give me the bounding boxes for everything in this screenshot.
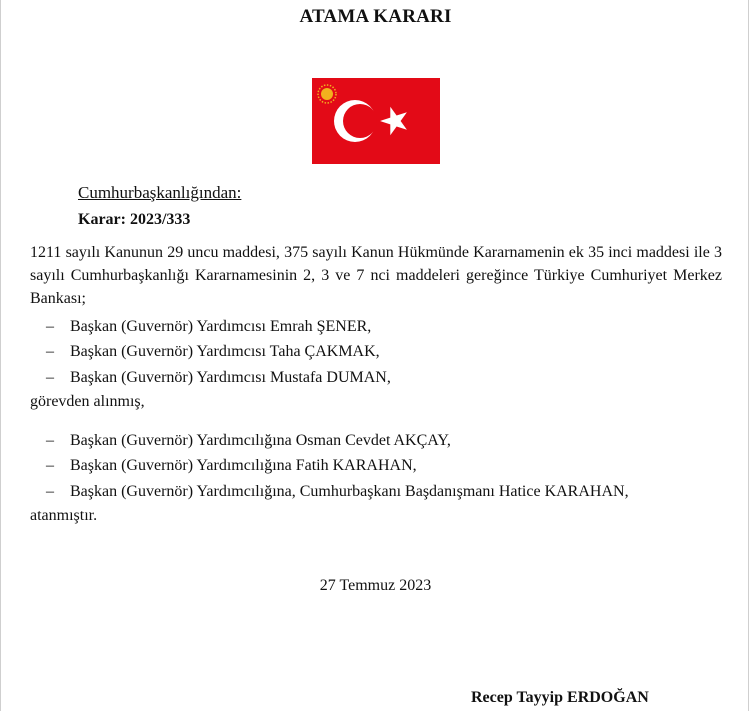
dismissed-closing: görevden alınmış, — [30, 393, 145, 410]
issuer-heading: Cumhurbaşkanlığından: — [78, 183, 242, 202]
bullet-dash: – — [46, 432, 54, 449]
bullet-dash: – — [46, 483, 54, 500]
appointed-closing: atanmıştır. — [30, 507, 98, 524]
decision-number: Karar: 2023/333 — [78, 211, 191, 228]
appointed-item — [46, 457, 417, 475]
signature-name: Recep Tayyip ERDOĞAN — [471, 689, 649, 706]
appointed-item-text: Başkan (Guvernör) Yardımcılığına Osman Cevdet AKÇAY, — [70, 432, 451, 449]
dismissed-item-text: Başkan (Guvernör) Yardımcısı Taha ÇAKMAK, — [70, 343, 380, 360]
presidential-flag-icon — [312, 78, 440, 164]
document-title: ATAMA KARARI — [299, 6, 452, 27]
dismissed-item-text: Başkan (Guvernör) Yardımcısı Mustafa DUMAN, — [70, 369, 391, 386]
dismissed-item — [46, 343, 380, 361]
bullet-dash: – — [46, 318, 54, 335]
bullet-dash: – — [46, 369, 54, 386]
appointed-item-text: Başkan (Guvernör) Yardımcılığına, Cumhurbaşkanı Başdanışmanı Hatice KARAHAN, — [70, 483, 629, 500]
bullet-dash: – — [46, 457, 54, 474]
dismissed-item — [46, 318, 371, 336]
dismissed-item-text: Başkan (Guvernör) Yardımcısı Emrah ŞENER, — [70, 318, 372, 335]
document-date: 27 Temmuz 2023 — [319, 577, 432, 594]
bullet-dash: – — [46, 343, 54, 360]
appointed-item — [46, 483, 629, 501]
appointed-item — [46, 432, 451, 450]
preamble-paragraph: 1211 sayılı Kanunun 29 uncu maddesi, 375 sayılı Kanun Hükmünde Kararnamenin ek 35 inci maddesi ile 3 sayılı Cumhurbaşkanlığı Kararnamesinin 2, 3 ve 7 nci maddeleri gereğince Türkiye Cumhuriyet Merkez Bankası; — [30, 244, 722, 307]
appointed-item-text: Başkan (Guvernör) Yardımcılığına Fatih KARAHAN, — [70, 457, 417, 474]
dismissed-item — [46, 369, 391, 387]
